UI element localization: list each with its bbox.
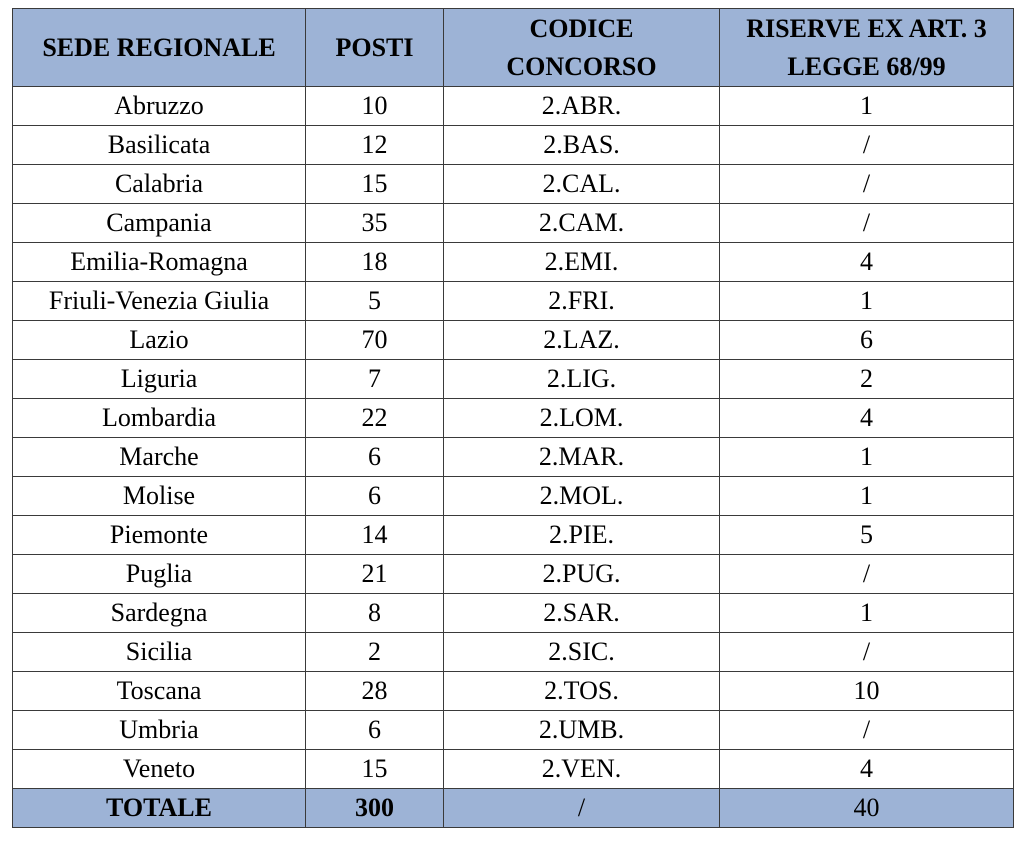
cell-riserve: / [720, 633, 1014, 672]
cell-riserve: 1 [720, 282, 1014, 321]
table-body [13, 87, 1014, 789]
cell-posti: 12 [306, 126, 444, 165]
cell-sede: Umbria [13, 711, 306, 750]
header-riserve-line2: LEGGE 68/99 [787, 51, 946, 81]
cell-codice: 2.LOM. [444, 399, 720, 438]
cell-riserve: / [720, 555, 1014, 594]
table-footer [13, 789, 1014, 828]
cell-riserve: 10 [720, 672, 1014, 711]
cell-codice: 2.FRI. [444, 282, 720, 321]
cell-posti: 70 [306, 321, 444, 360]
cell-sede: Puglia [13, 555, 306, 594]
table-row [13, 555, 1014, 594]
cell-codice: 2.BAS. [444, 126, 720, 165]
cell-sede: Molise [13, 477, 306, 516]
cell-codice: 2.LIG. [444, 360, 720, 399]
header-riserve [720, 9, 1014, 87]
table-row [13, 243, 1014, 282]
table-row [13, 360, 1014, 399]
regional-posts-table [12, 8, 1014, 828]
cell-riserve: 2 [720, 360, 1014, 399]
header-codice-line1: CODICE [529, 13, 634, 43]
cell-riserve: 1 [720, 87, 1014, 126]
cell-codice: 2.SAR. [444, 594, 720, 633]
header-row [13, 9, 1014, 87]
cell-posti: 18 [306, 243, 444, 282]
cell-sede: Campania [13, 204, 306, 243]
cell-riserve: 1 [720, 477, 1014, 516]
cell-posti: 22 [306, 399, 444, 438]
cell-posti: 8 [306, 594, 444, 633]
cell-riserve: 5 [720, 516, 1014, 555]
table-row [13, 633, 1014, 672]
cell-riserve: 1 [720, 438, 1014, 477]
header-codice-concorso [444, 9, 720, 87]
cell-posti: 6 [306, 477, 444, 516]
cell-riserve: 6 [720, 321, 1014, 360]
cell-posti: 6 [306, 438, 444, 477]
header-codice-line2: CONCORSO [506, 51, 657, 81]
cell-sede: Marche [13, 438, 306, 477]
table-row [13, 594, 1014, 633]
cell-sede: Calabria [13, 165, 306, 204]
cell-sede: Basilicata [13, 126, 306, 165]
header-sede-regionale: SEDE REGIONALE [13, 9, 306, 87]
cell-posti: 21 [306, 555, 444, 594]
table-row [13, 516, 1014, 555]
table-row [13, 477, 1014, 516]
cell-riserve: / [720, 165, 1014, 204]
table-row [13, 750, 1014, 789]
cell-codice: 2.CAM. [444, 204, 720, 243]
table-row [13, 87, 1014, 126]
cell-codice: 2.PIE. [444, 516, 720, 555]
cell-riserve: 4 [720, 399, 1014, 438]
cell-codice: 2.SIC. [444, 633, 720, 672]
cell-sede: Abruzzo [13, 87, 306, 126]
cell-riserve: 4 [720, 750, 1014, 789]
cell-riserve: / [720, 126, 1014, 165]
cell-riserve: 4 [720, 243, 1014, 282]
cell-sede: Toscana [13, 672, 306, 711]
table-row [13, 282, 1014, 321]
cell-posti: 5 [306, 282, 444, 321]
cell-codice: 2.MAR. [444, 438, 720, 477]
cell-posti: 28 [306, 672, 444, 711]
table-header [13, 9, 1014, 87]
cell-sede: Lazio [13, 321, 306, 360]
cell-codice: 2.TOS. [444, 672, 720, 711]
cell-posti: 10 [306, 87, 444, 126]
table-row [13, 165, 1014, 204]
cell-codice: 2.LAZ. [444, 321, 720, 360]
header-posti: POSTI [306, 9, 444, 87]
cell-codice: 2.ABR. [444, 87, 720, 126]
cell-codice: 2.CAL. [444, 165, 720, 204]
total-row [13, 789, 1014, 828]
cell-posti: 35 [306, 204, 444, 243]
total-riserve: 40 [720, 789, 1014, 828]
cell-codice: 2.UMB. [444, 711, 720, 750]
cell-codice: 2.PUG. [444, 555, 720, 594]
cell-posti: 15 [306, 750, 444, 789]
table-row [13, 204, 1014, 243]
cell-sede: Friuli-Venezia Giulia [13, 282, 306, 321]
cell-sede: Piemonte [13, 516, 306, 555]
cell-riserve: / [720, 711, 1014, 750]
cell-posti: 7 [306, 360, 444, 399]
cell-posti: 2 [306, 633, 444, 672]
header-riserve-line1: RISERVE EX ART. 3 [746, 13, 987, 43]
cell-posti: 6 [306, 711, 444, 750]
cell-posti: 14 [306, 516, 444, 555]
total-posti: 300 [306, 789, 444, 828]
table-row [13, 321, 1014, 360]
table-row [13, 399, 1014, 438]
cell-codice: 2.VEN. [444, 750, 720, 789]
cell-sede: Sardegna [13, 594, 306, 633]
cell-codice: 2.MOL. [444, 477, 720, 516]
cell-sede: Liguria [13, 360, 306, 399]
table-row [13, 672, 1014, 711]
table-row [13, 711, 1014, 750]
cell-sede: Emilia-Romagna [13, 243, 306, 282]
total-label: TOTALE [13, 789, 306, 828]
cell-sede: Veneto [13, 750, 306, 789]
cell-codice: 2.EMI. [444, 243, 720, 282]
cell-riserve: 1 [720, 594, 1014, 633]
total-codice: / [444, 789, 720, 828]
cell-posti: 15 [306, 165, 444, 204]
table-row [13, 438, 1014, 477]
cell-riserve: / [720, 204, 1014, 243]
cell-sede: Lombardia [13, 399, 306, 438]
cell-sede: Sicilia [13, 633, 306, 672]
table-row [13, 126, 1014, 165]
